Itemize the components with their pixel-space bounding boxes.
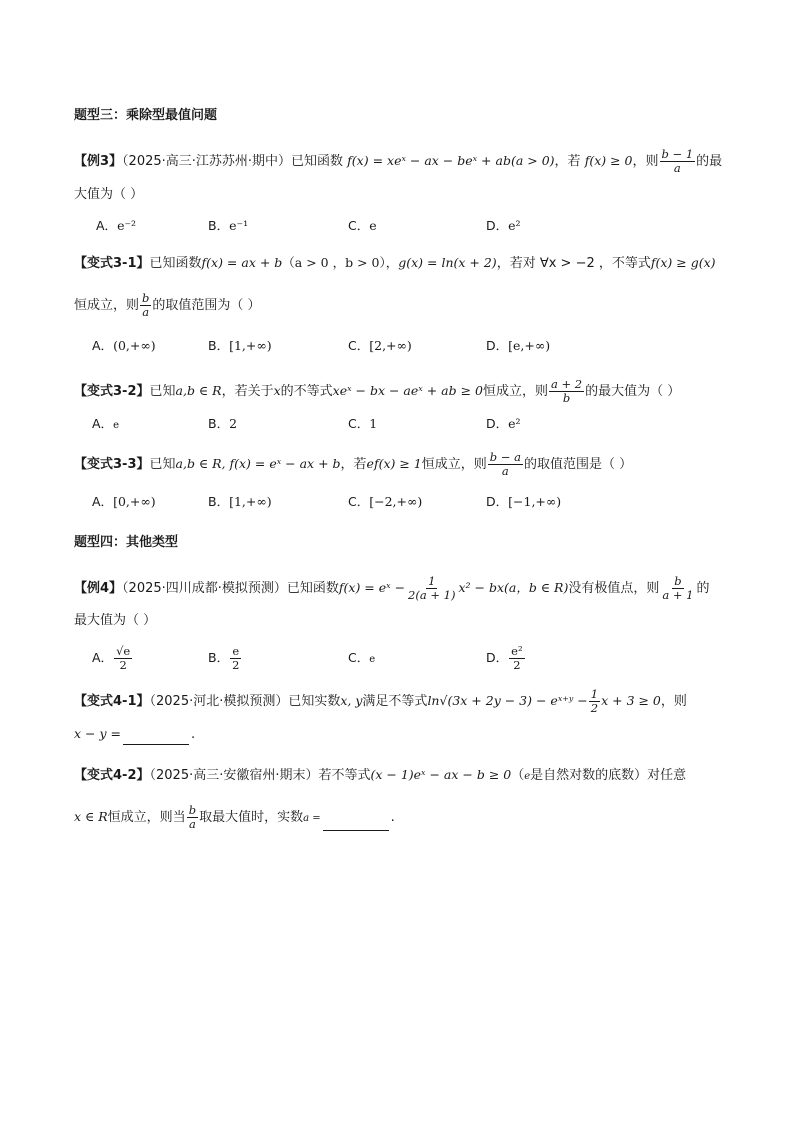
- option-label: D．: [486, 218, 509, 233]
- fraction-denominator: 2: [119, 658, 127, 672]
- text: 已知: [149, 384, 176, 399]
- text: 取最大值时，实数: [199, 810, 304, 825]
- text: ，则: [632, 154, 659, 169]
- option-value: 2: [229, 416, 238, 431]
- fraction-numerator: a + 2: [550, 377, 583, 391]
- source-text: （2025·河北·模拟预测）已知实数: [149, 694, 341, 709]
- option-label: D．: [486, 650, 509, 665]
- set-expression: a,b ∈ R: [175, 383, 222, 398]
- fraction-denominator: a: [142, 305, 150, 319]
- option-label: C．: [348, 416, 370, 431]
- fraction: [114, 645, 132, 672]
- option-label: C．: [348, 494, 370, 509]
- text: 的取值范围为（ ）: [152, 298, 261, 313]
- option-value: [e,+∞): [508, 338, 551, 353]
- fraction-numerator: 1: [590, 687, 599, 701]
- fraction-denominator: a: [501, 464, 509, 478]
- function-expression: a,b ∈ R, f(x) = eˣ − ax + b: [175, 456, 341, 471]
- option-label: A．: [92, 494, 114, 509]
- fraction-numerator: b − a: [489, 450, 521, 464]
- example-tag: 【变式4-1】: [74, 694, 150, 709]
- option-label: B．: [208, 494, 230, 509]
- option-a: [92, 492, 156, 512]
- text: ，若关于: [221, 384, 274, 399]
- text: 没有极值点，则: [568, 581, 660, 596]
- variable: e: [524, 771, 531, 782]
- text: 的最大值为（ ）: [585, 384, 681, 399]
- option-value: [0,+∞): [113, 494, 156, 509]
- section-title: 题型三：乘除型最值问题: [74, 108, 218, 123]
- option-label: C．: [348, 650, 370, 665]
- text: 满足不等式: [362, 694, 428, 709]
- option-value: [1,+∞): [229, 338, 272, 353]
- text: ，则: [660, 694, 687, 709]
- option-label: D．: [486, 338, 509, 353]
- fraction-numerator: b: [142, 291, 150, 305]
- option-value: [1,+∞): [229, 494, 272, 509]
- fraction-numerator: b: [674, 574, 682, 588]
- set-expression: x ∈ R: [74, 809, 108, 824]
- option-label: B．: [208, 416, 230, 431]
- option-value: e: [369, 654, 376, 665]
- text: 恒成立，则: [482, 384, 548, 399]
- option-b: [208, 645, 242, 672]
- option-label: D．: [486, 416, 509, 431]
- option-value: e: [369, 218, 377, 233]
- option-d: [486, 414, 521, 434]
- inequality-expression: ln√(3x + 2y − 3) − eˣ⁺ʸ −: [427, 693, 588, 708]
- answer-expression: x − y =: [74, 726, 121, 741]
- inequality-expression: ef(x) ≥ 1: [366, 456, 422, 471]
- fraction: [589, 688, 600, 715]
- source-text: （2025·四川成都·模拟预测）已知函数: [122, 581, 339, 596]
- option-label: C．: [348, 338, 370, 353]
- variant-3-1-line-1: [74, 253, 716, 274]
- fraction-denominator: 2(a + 1): [408, 588, 456, 602]
- option-c: [348, 336, 412, 356]
- option-label: C．: [348, 218, 370, 233]
- example-tag: 【例3】: [74, 154, 123, 169]
- answer-blank[interactable]: [123, 744, 189, 745]
- option-value: [2,+∞): [369, 338, 412, 353]
- variant-4-2-line-1: [74, 765, 686, 787]
- text: 已知函数: [149, 256, 202, 271]
- option-b: [208, 336, 272, 356]
- fraction: [230, 645, 241, 672]
- fraction-denominator: a: [673, 161, 681, 175]
- option-c: [348, 648, 375, 670]
- option-label: B．: [208, 338, 230, 353]
- fraction: [660, 148, 696, 175]
- option-d: [486, 492, 561, 512]
- option-a: [92, 645, 133, 672]
- function-expression: f(x) = ax + b: [201, 255, 283, 270]
- text: 的最: [696, 154, 723, 169]
- option-value: e⁻¹: [229, 218, 249, 233]
- inequality-expression: xeˣ − bx − aeˣ + ab ≥ 0: [332, 383, 483, 398]
- text: （: [511, 768, 525, 783]
- option-b: [208, 216, 248, 236]
- option-label: A．: [92, 416, 114, 431]
- example-tag: 【变式3-1】: [74, 256, 150, 271]
- option-value: (0,+∞): [113, 338, 156, 353]
- variant-3-2-line-1: [74, 378, 680, 405]
- variant-4-2-line-2: [74, 804, 395, 831]
- option-d: [486, 216, 521, 236]
- option-b: [208, 414, 237, 434]
- fraction-denominator: 2: [513, 658, 521, 672]
- text: .: [190, 727, 196, 742]
- fraction: [488, 451, 523, 478]
- inequality-expression: x + 3 ≥ 0: [601, 693, 661, 708]
- answer-expression: a =: [303, 813, 321, 824]
- option-c: [348, 414, 377, 434]
- option-a: [92, 336, 156, 356]
- text: 的: [696, 581, 710, 596]
- option-label: A．: [92, 650, 114, 665]
- function-expression: f(x) = xeˣ − ax − beˣ + ab(a > 0): [347, 153, 555, 168]
- option-label: B．: [208, 218, 230, 233]
- option-value: e²: [508, 218, 521, 233]
- option-a: [92, 414, 119, 436]
- variables: x, y: [340, 693, 363, 708]
- fraction: [187, 804, 198, 831]
- option-label: D．: [486, 494, 509, 509]
- fraction-denominator: a: [188, 817, 196, 831]
- fraction-denominator: a + 1: [662, 588, 694, 602]
- function-expression: f(x) = eˣ −: [338, 580, 406, 595]
- text: ，若: [554, 154, 581, 169]
- example-tag: 【变式3-2】: [74, 384, 150, 399]
- option-a: [96, 216, 136, 236]
- option-value: 1: [369, 416, 378, 431]
- condition-expression: （a > 0 ，b > 0），: [282, 255, 399, 270]
- text: 恒成立，则: [421, 457, 487, 472]
- fraction: [509, 645, 524, 672]
- source-text: （2025·高三·安徽宿州·期末）若不等式: [149, 768, 371, 783]
- inequality-expression: f(x) ≥ g(x): [650, 255, 716, 270]
- inequality-expression: (x − 1)eˣ − ax − b ≥ 0: [370, 767, 512, 782]
- fraction-numerator: e²: [511, 644, 523, 658]
- section-title: 题型四：其他类型: [74, 535, 179, 550]
- option-label: B．: [208, 650, 230, 665]
- option-d: [486, 336, 550, 356]
- variant-3-3-line-1: [74, 451, 632, 478]
- fraction-numerator: √e: [116, 644, 131, 658]
- answer-blank[interactable]: [323, 830, 389, 831]
- variant-3-1-line-2: [74, 292, 261, 319]
- example-tag: 【变式4-2】: [74, 768, 150, 783]
- text: 恒成立，则当: [107, 810, 186, 825]
- text: .: [390, 810, 395, 825]
- option-value: [−2,+∞): [369, 494, 423, 509]
- fraction: [406, 575, 457, 602]
- function-expression: x² − bx(a，b ∈ R): [458, 580, 569, 595]
- variant-4-1-line-1: [74, 688, 687, 715]
- option-value: e: [113, 420, 119, 431]
- fraction-numerator: b − 1: [661, 147, 694, 161]
- option-label: A．: [96, 218, 118, 233]
- text: 的取值范围是（ ）: [523, 457, 633, 472]
- option-value: e⁻²: [117, 218, 137, 233]
- text: 恒成立，则: [74, 298, 140, 313]
- source-text: （2025·高三·江苏苏州·期中）已知函数: [122, 154, 344, 169]
- option-b: [208, 492, 272, 512]
- option-c: [348, 216, 377, 236]
- function-expression: g(x) = ln(x + 2): [398, 255, 497, 270]
- example-4-line-2: 最大值为（ ）: [74, 613, 157, 628]
- fraction: [549, 378, 584, 405]
- fraction-numerator: b: [188, 803, 197, 817]
- variant-4-1-line-2: [74, 724, 195, 745]
- fraction-numerator: e: [232, 644, 240, 658]
- variable: x: [273, 383, 281, 398]
- example-3-line-2: 大值为（ ）: [74, 187, 144, 202]
- text: ，若: [340, 457, 367, 472]
- fraction-denominator: 2: [232, 658, 240, 672]
- option-value: e²: [508, 416, 521, 431]
- example-4-line-1: [74, 575, 709, 602]
- text: 已知: [149, 457, 176, 472]
- option-label: A．: [92, 338, 114, 353]
- text: ，若对 ∀x > −2 ，不等式: [496, 256, 651, 271]
- example-3-line-1: [74, 148, 722, 175]
- text: 的不等式: [280, 384, 333, 399]
- example-tag: 【变式3-3】: [74, 457, 150, 472]
- condition-expression: f(x) ≥ 0: [584, 153, 633, 168]
- fraction: [140, 292, 151, 319]
- fraction-denominator: b: [562, 391, 571, 405]
- option-d: [486, 645, 526, 672]
- fraction-numerator: 1: [428, 574, 436, 588]
- text: 是自然对数的底数）对任意: [530, 768, 687, 783]
- option-value: [−1,+∞): [508, 494, 562, 509]
- fraction-denominator: 2: [590, 701, 599, 715]
- example-tag: 【例4】: [74, 581, 123, 596]
- option-c: [348, 492, 422, 512]
- fraction: [660, 575, 695, 602]
